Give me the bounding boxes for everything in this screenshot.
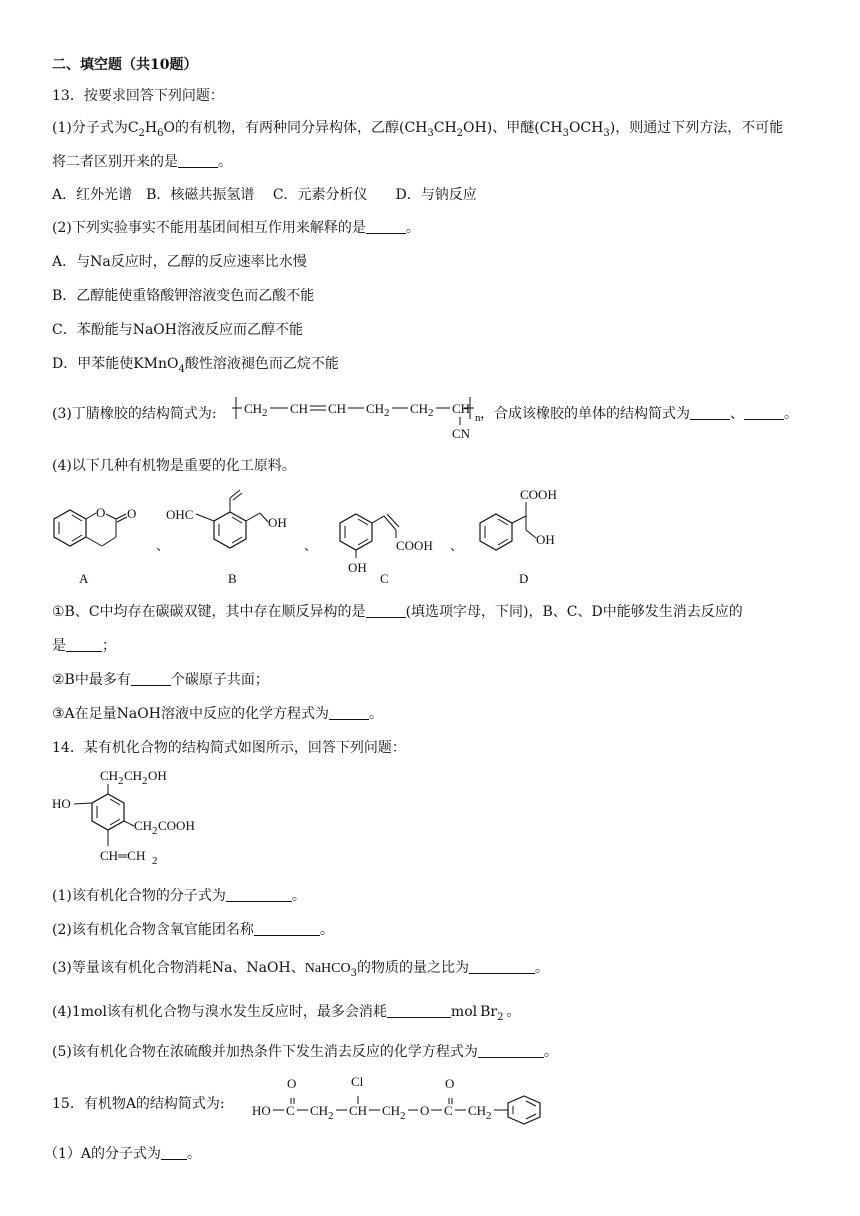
svg-text:COOH: COOH [520, 487, 557, 502]
svg-text:O: O [127, 506, 137, 521]
structure-c [334, 498, 454, 578]
answer-blank[interactable] [469, 959, 535, 974]
svg-text:CH: CH [349, 1103, 368, 1118]
svg-text:Cl: Cl [351, 1074, 364, 1089]
svg-text:CH: CH [134, 818, 153, 833]
q13-part3-rest: ，合成该橡胶的单体的结构简式为 、 。 [480, 406, 798, 422]
q13-part4-q2: ②B中最多有 个碳原子共面； [52, 672, 269, 688]
svg-text:2: 2 [118, 775, 124, 787]
svg-text:COOH: COOH [396, 538, 433, 553]
q13-part1-line1: (1)分子式为$C_2H_6O$的有机物，有两种同分异构体，乙醇$(CH_3CH_2OH)$、甲醚$(CH_3OCH_3)$，则通过下列方法，不可能 [52, 120, 784, 139]
q13-part2-option-b: B．乙醇能使重铬酸钾溶液变色而乙酸不能 [52, 288, 315, 304]
svg-text:O: O [287, 1076, 297, 1091]
svg-text:O: O [96, 505, 106, 520]
structure-a [50, 498, 150, 562]
q13-stem: 13．按要求回答下列问题： [52, 88, 224, 104]
answer-blank[interactable] [226, 887, 292, 902]
svg-text:2: 2 [384, 407, 390, 419]
structure-a-label: A [79, 571, 89, 586]
svg-text:OH: OH [536, 532, 555, 547]
svg-text:O: O [445, 1076, 455, 1091]
svg-text:2: 2 [142, 775, 148, 787]
svg-text:2: 2 [428, 407, 434, 419]
structure-d [474, 484, 574, 564]
svg-text:C: C [444, 1103, 453, 1118]
answer-blank[interactable] [387, 1003, 451, 1018]
structure-d-label: D [519, 571, 529, 586]
nitrile-rubber-structure [228, 393, 481, 441]
svg-text:HO: HO [252, 1103, 271, 1118]
svg-text:CN: CN [452, 426, 471, 441]
svg-text:2: 2 [262, 407, 268, 419]
answer-blank[interactable] [131, 671, 171, 686]
answer-blank[interactable] [254, 921, 320, 936]
section-title: 二、填空题（共10题） [52, 57, 198, 73]
svg-text:OH: OH [348, 560, 367, 575]
answer-blank[interactable] [366, 219, 406, 234]
q13-part4-q1-line2: 是 ； [52, 638, 116, 654]
q13-part3-label: (3)丁腈橡胶的结构简式为: [52, 406, 217, 422]
q13-part4-q3: ③A在足量NaOH溶液中反应的化学方程式为 。 [52, 706, 383, 722]
svg-text:2: 2 [152, 825, 158, 837]
svg-text:CH: CH [452, 401, 471, 416]
q13-part2-option-d: D．甲苯能使KMnO$_4$酸性溶液褪色而乙烷不能 [52, 356, 339, 375]
q15-structure [250, 1074, 550, 1124]
q14-part3: (3)等量该有机化合物消耗Na、NaOH、NaHCO$_3$的物质的量之比为 。 [52, 960, 549, 979]
q14-part5: (5)该有机化合物在浓硫酸并加热条件下发生消去反应的化学方程式为 。 [52, 1044, 558, 1060]
svg-text:O: O [420, 1103, 430, 1118]
svg-text:OH: OH [268, 515, 287, 530]
svg-text:2: 2 [328, 1110, 334, 1122]
q14-part4: (4)1mol该有机化合物与溴水发生反应时，最多会消耗 mol $Br_2$ 。 [52, 1004, 521, 1023]
q14-part1: (1)该有机化合物的分子式为 。 [52, 888, 306, 904]
q15-part1: （1）A的分子式为 。 [44, 1146, 202, 1162]
svg-text:CH: CH [124, 768, 143, 783]
answer-blank[interactable] [366, 603, 406, 618]
svg-text:OH: OH [148, 768, 167, 783]
q14-structure [50, 764, 220, 868]
svg-text:CH: CH [468, 1103, 487, 1118]
structure-c-label: C [380, 571, 389, 586]
svg-text:CH: CH [310, 1103, 329, 1118]
svg-text:OHC: OHC [166, 507, 194, 522]
svg-text:CH═CH: CH═CH [100, 848, 146, 863]
q15-stem: 15．有机物A的结构简式为: [52, 1096, 225, 1112]
svg-text:2: 2 [486, 1110, 492, 1122]
svg-text:n: n [475, 412, 481, 424]
svg-text:CH: CH [328, 401, 347, 416]
answer-blank[interactable] [161, 1145, 187, 1160]
answer-blank[interactable] [744, 405, 784, 420]
q14-stem: 14．某有机化合物的结构简式如图所示，回答下列问题： [52, 740, 406, 756]
separator: 、 [304, 538, 318, 553]
answer-blank[interactable] [478, 1043, 544, 1058]
svg-text:HO: HO [52, 796, 71, 811]
svg-text:CH: CH [382, 1103, 401, 1118]
q14-part2: (2)该有机化合物含氧官能团名称 。 [52, 922, 334, 938]
answer-blank[interactable] [66, 637, 102, 652]
structure-b [164, 486, 304, 566]
svg-text:CH: CH [100, 768, 119, 783]
answer-blank[interactable] [329, 705, 369, 720]
q13-part1-options: A．红外光谱 B．核磁共振氢谱 C．元素分析仪 D．与钠反应 [52, 187, 477, 203]
svg-text:CH: CH [366, 401, 385, 416]
q13-part4-q1-line1: ①B、C中均存在碳碳双键，其中存在顺反异构的是 (填选项字母，下同)，B、C、D中能够发生消去反应的 [52, 604, 743, 620]
q13-part4-stem: (4)以下几种有机物是重要的化工原料。 [52, 458, 296, 474]
separator: 、 [450, 538, 464, 553]
svg-text:CH: CH [410, 401, 429, 416]
svg-text:C: C [286, 1103, 295, 1118]
svg-text:2: 2 [400, 1110, 406, 1122]
q13-part2-option-c: C．苯酚能与NaOH溶液反应而乙醇不能 [52, 322, 303, 338]
svg-text:COOH: COOH [158, 818, 195, 833]
structure-b-label: B [228, 571, 237, 586]
answer-blank[interactable] [178, 153, 218, 168]
answer-blank[interactable] [690, 405, 730, 420]
separator: 、 [156, 538, 170, 553]
polymer-ch2-1: CH [244, 401, 263, 416]
svg-text:2: 2 [152, 855, 158, 867]
svg-text:CH: CH [290, 401, 309, 416]
q13-part2-stem: (2)下列实验事实不能用基团间相互作用来解释的是 。 [52, 220, 420, 236]
q13-part1-line2: 将二者区别开来的是 。 [52, 154, 232, 170]
q13-part2-option-a: A．与Na反应时，乙醇的反应速率比水慢 [52, 254, 307, 270]
